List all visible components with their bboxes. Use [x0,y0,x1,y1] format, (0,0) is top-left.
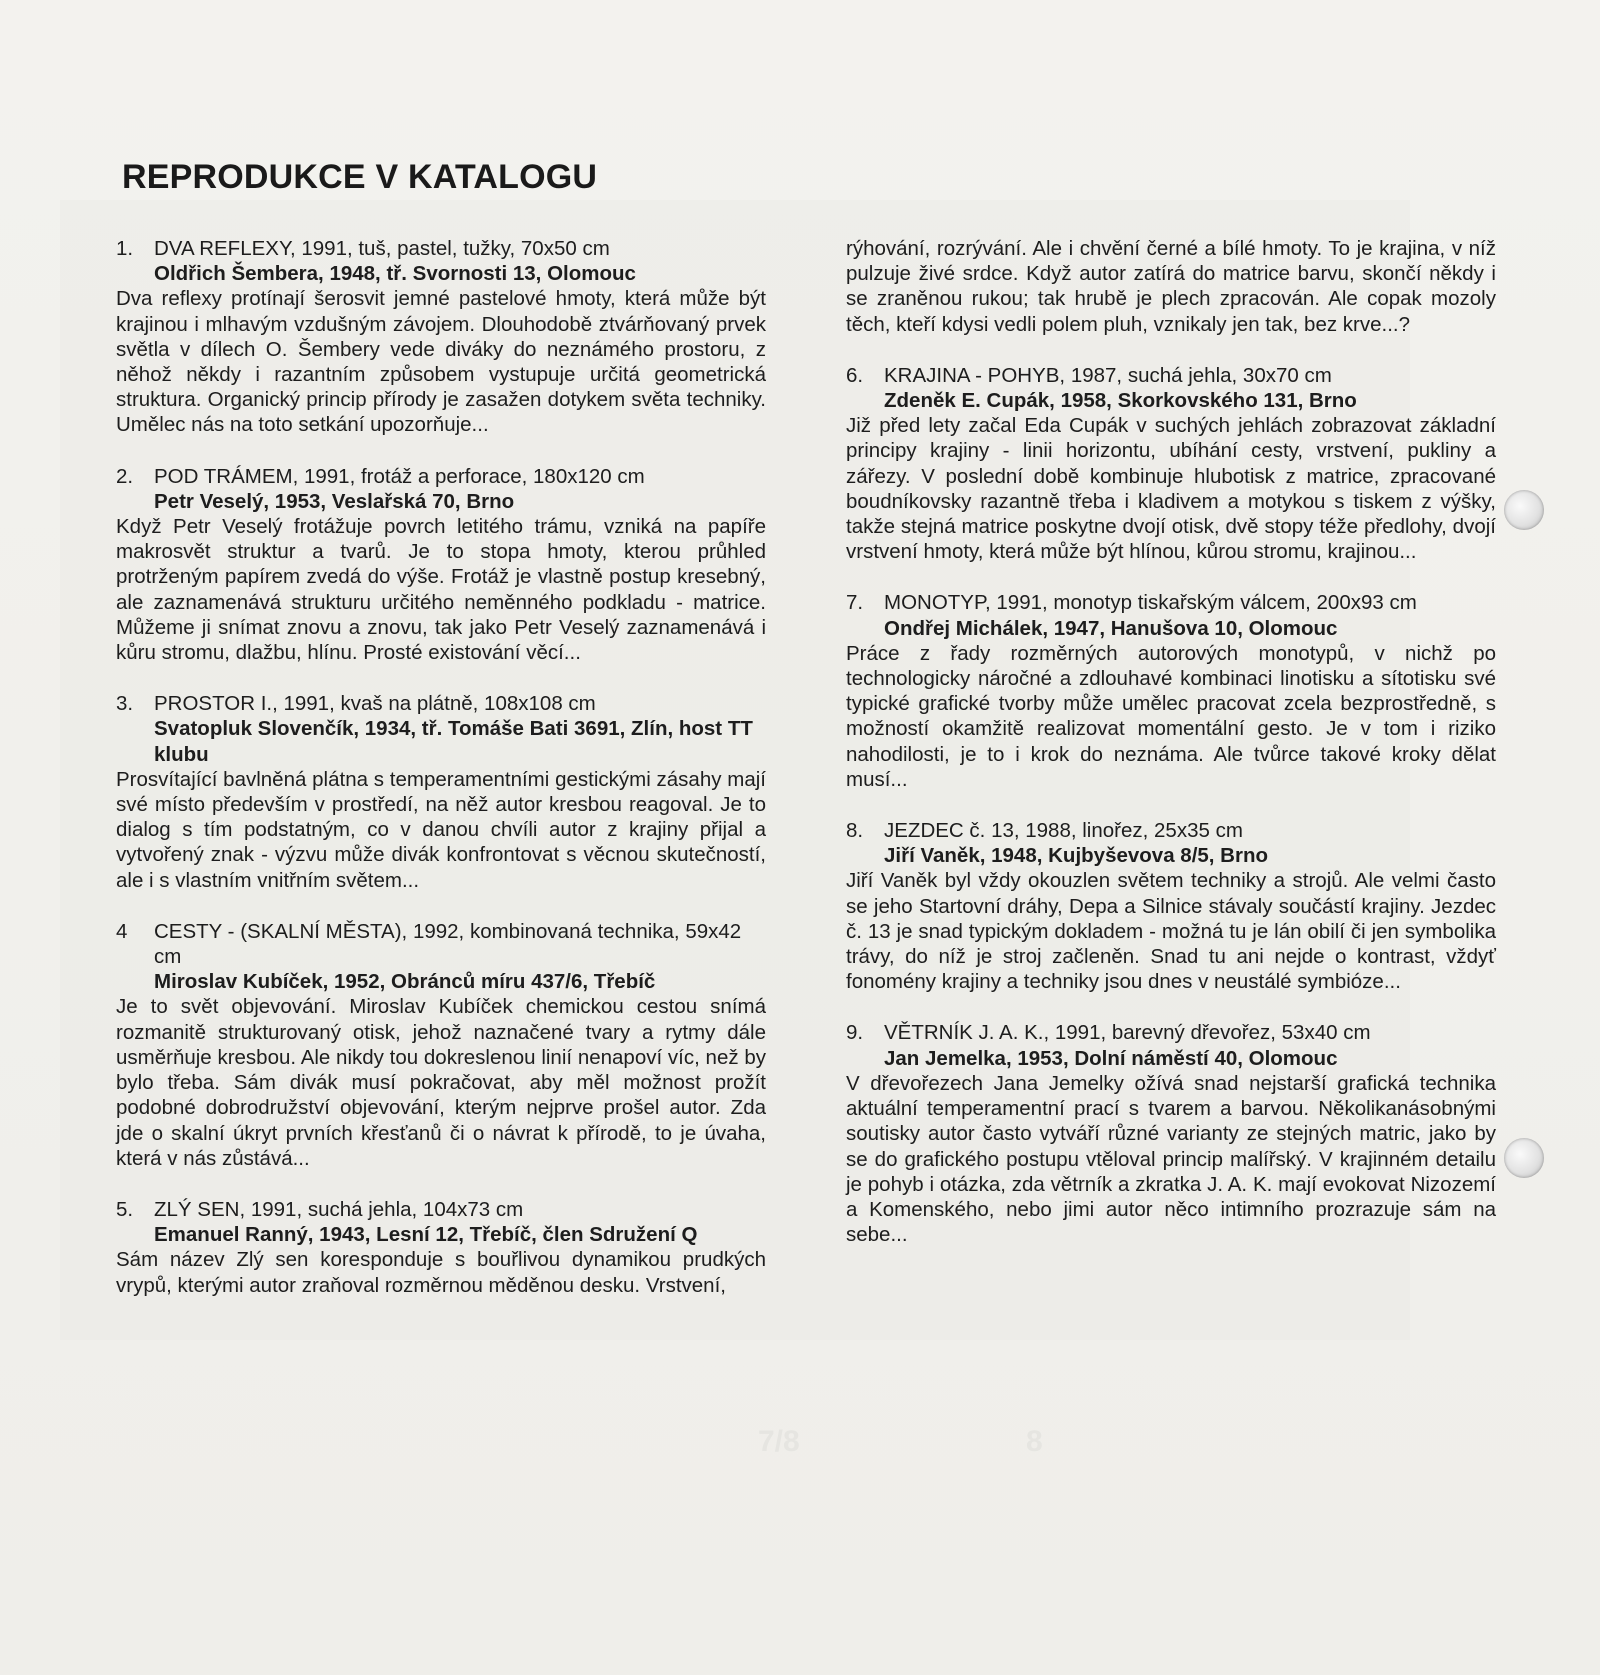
catalog-entry-7 [846,590,1496,792]
entry-description: Když Petr Veselý frotážuje povrch letitého trámu, vzniká na papíře makrosvět struktur a tvarů. Je to stopa hmoty, kterou průhled protrženým papírem zvedá do výše. Frotáž je vlastně postup kresebný, ale zaznamenává strukturu určitého neměnného podkladu - matrice. Můžeme ji snímat znovu a znovu, tak jako Petr Veselý zaznamenává i kůru stromu, dlažbu, hlínu. Prosté existování věcí... [116,515,766,665]
punch-hole [1504,490,1544,530]
entry-number: 7. [846,591,864,615]
entry-artist: Miroslav Kubíček, 1952, Obránců míru 437/6, Třebíč [154,970,656,994]
entry-artist: Zdeněk E. Cupák, 1958, Skorkovského 131, Brno [884,389,1357,413]
entry-number: 5. [116,1197,134,1221]
catalog-entry-2 [116,464,766,666]
catalog-entry-4 [116,919,766,1171]
catalog-entry-5 [116,1197,766,1298]
entry-number: 8. [846,819,864,843]
page-title: REPRODUKCE V KATALOGU [122,158,598,196]
entry-heading [116,1197,766,1222]
entry-description: Prosvítající bavlněná plátna s temperamentními gestickými zásahy mají své místo především v prostředí, na něž autor kresbou reagoval. Je to dialog s tím podstatným, co v danou chvíli autor z krajiny přijal a vytvořený znak - výzvu může divák konfrontovat s věcnou skutečností, ale i s vlastním vnitřním světem... [116,767,766,892]
entry-title: ZLÝ SEN, 1991, suchá jehla, 104x73 cm [154,1197,524,1221]
catalog-entry-3 [116,691,766,893]
entry-artist: Ondřej Michálek, 1947, Hanušova 10, Olomouc [884,616,1338,640]
entry-title: POD TRÁMEM, 1991, frotáž a perforace, 180x120 cm [154,464,645,488]
entry-number: 4 [116,919,128,943]
entry-number: 2. [116,464,134,488]
entry-description: V dřevořezech Jana Jemelky ožívá snad nejstarší grafická technika aktuální temperamentní prací s tvarem a barvou. Několikanásobnými soutisky autor často vytváří různé varianty ze stejných matric, jako by se do grafického postupu vtěloval princip malířský. V krajinném detailu je pohyb i otázka, zda větrník a zkratka J. A. K. mají evokovat Nizozemí a Komenského, nebo jimi autor něco intimního prozrazuje sám na sebe... [846,1071,1496,1247]
entry-title: CESTY - (SKALNÍ MĚSTA), 1992, kombinovaná technika, 59x42 cm [154,919,742,969]
entry-number: 3. [116,692,134,716]
entry-heading [846,818,1496,843]
show-through-page-number: 7/8 [758,1425,800,1458]
right-column [846,236,1496,1273]
entry-description: Práce z řady rozměrných autorových monotypů, v nichž po technologicky náročné a zdlouhavé kombinaci linotisku a sítotisku své typické grafické tvorby může umělec pracovat zcela bezprostředně, s možností okamžitě realizovat momentální gesto. Je v tom i riziko nahodilosti, je to i krok do neznáma. Ale tvůrce takové kroky dělat musí... [846,641,1496,791]
entry-heading [846,1020,1496,1045]
entry-description: Dva reflexy protínají šerosvit jemné pastelové hmoty, která může být krajinou i mlhavým vzdušným závojem. Dlouhodobě ztvárňovaný prvek světla v dílech O. Šembery vede diváky do neznámého prostoru, z něhož někdy i razantním způsobem vystupuje určitá geometrická struktura. Organický princip přírody je zasažen dotykem světa techniky. Umělec nás na toto setkání upozorňuje... [116,287,766,437]
catalog-entry-6 [846,363,1496,565]
entry-title: JEZDEC č. 13, 1988, linořez, 25x35 cm [884,819,1243,843]
entry-number: 9. [846,1021,864,1045]
entry-heading [116,691,766,716]
entry-artist: Jan Jemelka, 1953, Dolní náměstí 40, Olomouc [884,1046,1338,1070]
entry-artist: Svatopluk Slovenčík, 1934, tř. Tomáše Bati 3691, Zlín, host TT klubu [154,717,753,766]
entry-artist: Jiří Vaněk, 1948, Kujbyševova 8/5, Brno [884,844,1269,868]
entry-number: 6. [846,363,864,387]
entry-description: Sám název Zlý sen koresponduje s bouřlivou dynamikou prudkých vrypů, kterými autor zraňoval rozměrnou měděnou desku. Vrstvení, [116,1248,766,1297]
entry-artist: Emanuel Ranný, 1943, Lesní 12, Třebíč, člen Sdružení Q [154,1223,698,1247]
entry-number: 1. [116,237,134,260]
entry-title: VĚTRNÍK J. A. K., 1991, barevný dřevořez, 53x40 cm [884,1021,1371,1045]
show-through-page-number: 8 [1026,1425,1043,1458]
entry-title: KRAJINA - POHYB, 1987, suchá jehla, 30x70 cm [884,363,1332,387]
entry-title: DVA REFLEXY, 1991, tuš, pastel, tužky, 70x50 cm [154,237,610,260]
catalog-entry-8 [846,818,1496,994]
entry-heading [116,236,766,261]
entry-description: Je to svět objevování. Miroslav Kubíček chemickou cestou snímá rozmanitě strukturovaný otisk, jehož naznačené tvary a rytmy dále usměrňuje kresbou. Ale nikdy tou dokreslenou linií nenapoví víc, než by bylo třeba. Sám divák musí pokračovat, aby měl možnost prožít podobné dobrodružství objevování, kterým nejprve prošel autor. Zda jde o skalní úkryt prvních křesťanů či o návrat k přírodě, to je úvaha, která v nás zůstává... [116,995,766,1170]
entry-artist: Oldřich Šembera, 1948, tř. Svornosti 13, Olomouc [154,262,636,286]
entry-heading [846,590,1496,615]
entry-description: Již před lety začal Eda Cupák v suchých jehlách zobrazovat základní principy krajiny - linii horizontu, ubíhání cesty, vrstvení, pukliny a zářezy. V poslední době kombinuje hlubotisk z matrice, zpracované boudníkovsky razantně třeba i kladivem a motykou s tiskem z výšky, takže stejná matrice poskytne dvojí otisk, dvě stopy téže předlohy, dvojí vrstvení hmoty, která může být hlínou, kůrou stromu, krajinou... [846,414,1496,564]
punch-hole [1504,1138,1544,1178]
entry-title: MONOTYP, 1991, monotyp tiskařským válcem, 200x93 cm [884,591,1417,615]
catalog-entry-1 [116,236,766,438]
left-column [116,236,766,1324]
entry-heading [116,919,766,969]
entry-description: Jiří Vaněk byl vždy okouzlen světem techniky a strojů. Ale velmi často se jeho Startovní dráhy, Depa a Silnice stávaly součástí krajiny. Jezdec č. 13 je snad typickým dokladem - možná tu je lán obilí či jen symbolika trávy, do níž je stroj začleněn. Snad tu ani nejde o kontrast, vždyť fonomény krajiny a techniky jsou dnes v neustálé symbióze... [846,869,1496,994]
entry-heading [116,464,766,489]
entry-title: PROSTOR I., 1991, kvaš na plátně, 108x108 cm [154,692,596,716]
entry-5-continuation: rýhování, rozrývání. Ale i chvění černé a bílé hmoty. To je krajina, v níž pulzuje živé srdce. Když autor zatírá do matrice barvu, skončí někdy i se zraněnou rukou; tak hrubě je plech zpracován. Ale copak mozoly těch, kteří kdysi vedli polem pluh, vznikaly jen tak, bez krve...? [846,237,1496,336]
entry-artist: Petr Veselý, 1953, Veslařská 70, Brno [154,489,515,513]
entry-heading [846,363,1496,388]
catalog-entry-9 [846,1020,1496,1247]
